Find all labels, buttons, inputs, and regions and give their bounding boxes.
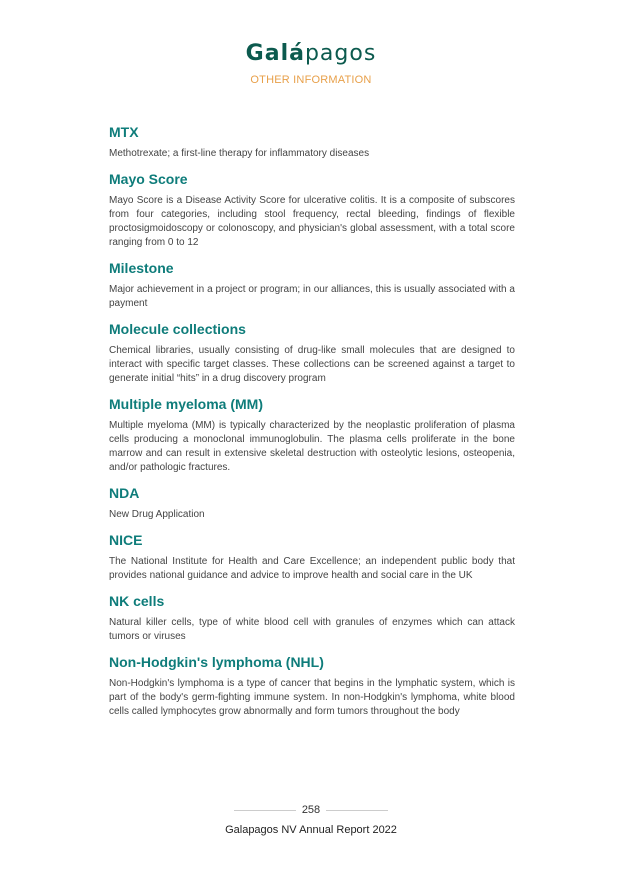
glossary-entry-nice [109, 530, 515, 583]
page-number-row [0, 802, 622, 818]
report-title: Galapagos NV Annual Report 2022 [225, 824, 397, 836]
glossary-term: Multiple myeloma (MM) [109, 396, 264, 412]
glossary-term: Mayo Score [109, 171, 188, 187]
glossary-term: NDA [109, 485, 140, 501]
page-footer [0, 802, 622, 838]
glossary-entry-milestone [109, 258, 515, 311]
glossary-definition: Natural killer cells, type of white blood cell with granules of enzymes which can attack tumors or viruses [109, 617, 515, 642]
glossary-entry-nhl [109, 652, 515, 719]
section-label: OTHER INFORMATION [250, 74, 372, 86]
glossary-entry-multiple-myeloma [109, 394, 515, 475]
glossary-definition: Multiple myeloma (MM) is typically characterized by the neoplastic proliferation of plasma cells producing a monoclonal immunoglobulin. The plasma cells proliferate in the bone marrow and can result in extensive skeletal destruction with osteolytic lesions, osteopenia, and/or pathologic fractures. [109, 420, 515, 473]
glossary-list [109, 122, 515, 727]
glossary-entry-nk-cells [109, 591, 515, 644]
glossary-definition: New Drug Application [109, 509, 205, 520]
glossary-definition: Major achievement in a project or program; in our alliances, this is usually associated with a payment [109, 284, 515, 309]
glossary-definition: Non-Hodgkin's lymphoma is a type of cancer that begins in the lymphatic system, which is part of the body's germ-fighting immune system. In non-Hodgkin's lymphoma, white blood cells called lymphocytes grow abnormally and form tumors throughout the body [109, 678, 515, 717]
footer-rule-left [234, 810, 296, 811]
glossary-definition: Methotrexate; a first-line therapy for inflammatory diseases [109, 148, 370, 159]
logo-bold-text: Galá [245, 41, 305, 66]
glossary-entry-nda [109, 483, 515, 522]
glossary-definition: Mayo Score is a Disease Activity Score for ulcerative colitis. It is a composite of subscores from four categories, including stool frequency, rectal bleeding, findings of flexible proctosigmoidoscopy or colonoscopy, and physician's global assessment, with a total score ranging from 0 to 12 [109, 195, 515, 248]
page-number: 258 [301, 804, 321, 816]
glossary-entry-mtx [109, 122, 515, 161]
glossary-entry-molecule-collections [109, 319, 515, 386]
footer-rule-right [326, 810, 388, 811]
glossary-term: Molecule collections [109, 321, 246, 337]
glossary-entry-mayo-score [109, 169, 515, 250]
glossary-term: NICE [109, 532, 143, 548]
glossary-term: MTX [109, 124, 139, 140]
galapagos-logo [0, 40, 622, 68]
glossary-definition: Chemical libraries, usually consisting of drug-like small molecules that are designed to interact with specific target classes. These collections can be screened against a target to generate initial “hits” in a drug discovery program [109, 345, 515, 384]
logo-light-text: pagos [304, 41, 377, 66]
page-header [0, 40, 622, 88]
glossary-definition: The National Institute for Health and Care Excellence; an independent public body that provides national guidance and advice to improve health and social care in the UK [109, 556, 515, 581]
glossary-term: Milestone [109, 260, 174, 276]
glossary-term: Non-Hodgkin's lymphoma (NHL) [109, 654, 324, 670]
glossary-term: NK cells [109, 593, 165, 609]
